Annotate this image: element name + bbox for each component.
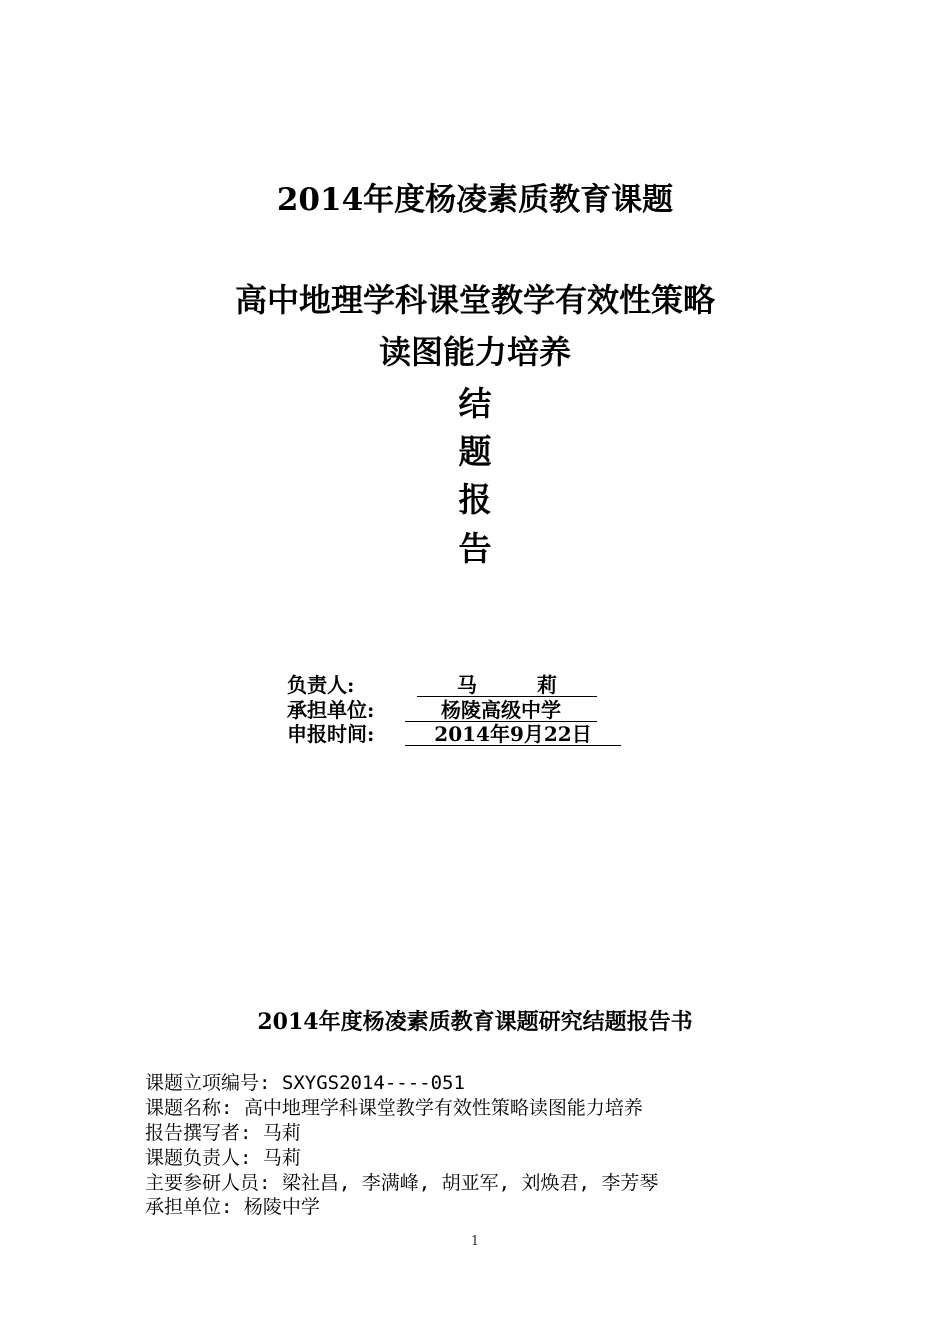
cover-title-year: 2014年度杨凌素质教育课题 [276,182,674,218]
participants-line: 主要参研人员: 梁社昌, 李满峰, 胡亚军, 刘焕君, 李芳琴 [145,1172,659,1194]
vertical-title-char-1: 结 [458,384,492,423]
report-author-line: 报告撰写者: 马莉 [145,1122,301,1144]
vertical-title-char-2: 题 [458,432,492,471]
page-number: 1 [470,1234,480,1249]
report-title: 2014年度杨凌素质教育课题研究结题报告书 [257,1009,693,1035]
person-label: 负责人: [287,673,355,697]
vertical-title-char-3: 报 [458,480,492,519]
project-name-line: 课题名称: 高中地理学科课堂教学有效性策略读图能力培养 [145,1097,643,1119]
unit-label: 承担单位: [287,698,375,722]
project-leader-line: 课题负责人: 马莉 [145,1147,301,1169]
cover-title-subtopic: 读图能力培养 [378,333,571,371]
date-label: 申报时间: [287,722,375,746]
undertaking-unit-line: 承担单位: 杨陵中学 [145,1196,320,1218]
project-number-line: 课题立项编号: SXYGS2014----051 [145,1072,465,1094]
unit-value: 杨陵高级中学 [405,698,597,722]
date-value: 2014年9月22日 [405,722,621,746]
vertical-title-char-4: 告 [458,529,492,568]
cover-title-topic: 高中地理学科课堂教学有效性策略 [234,281,715,319]
person-value: 马 莉 [417,673,597,697]
